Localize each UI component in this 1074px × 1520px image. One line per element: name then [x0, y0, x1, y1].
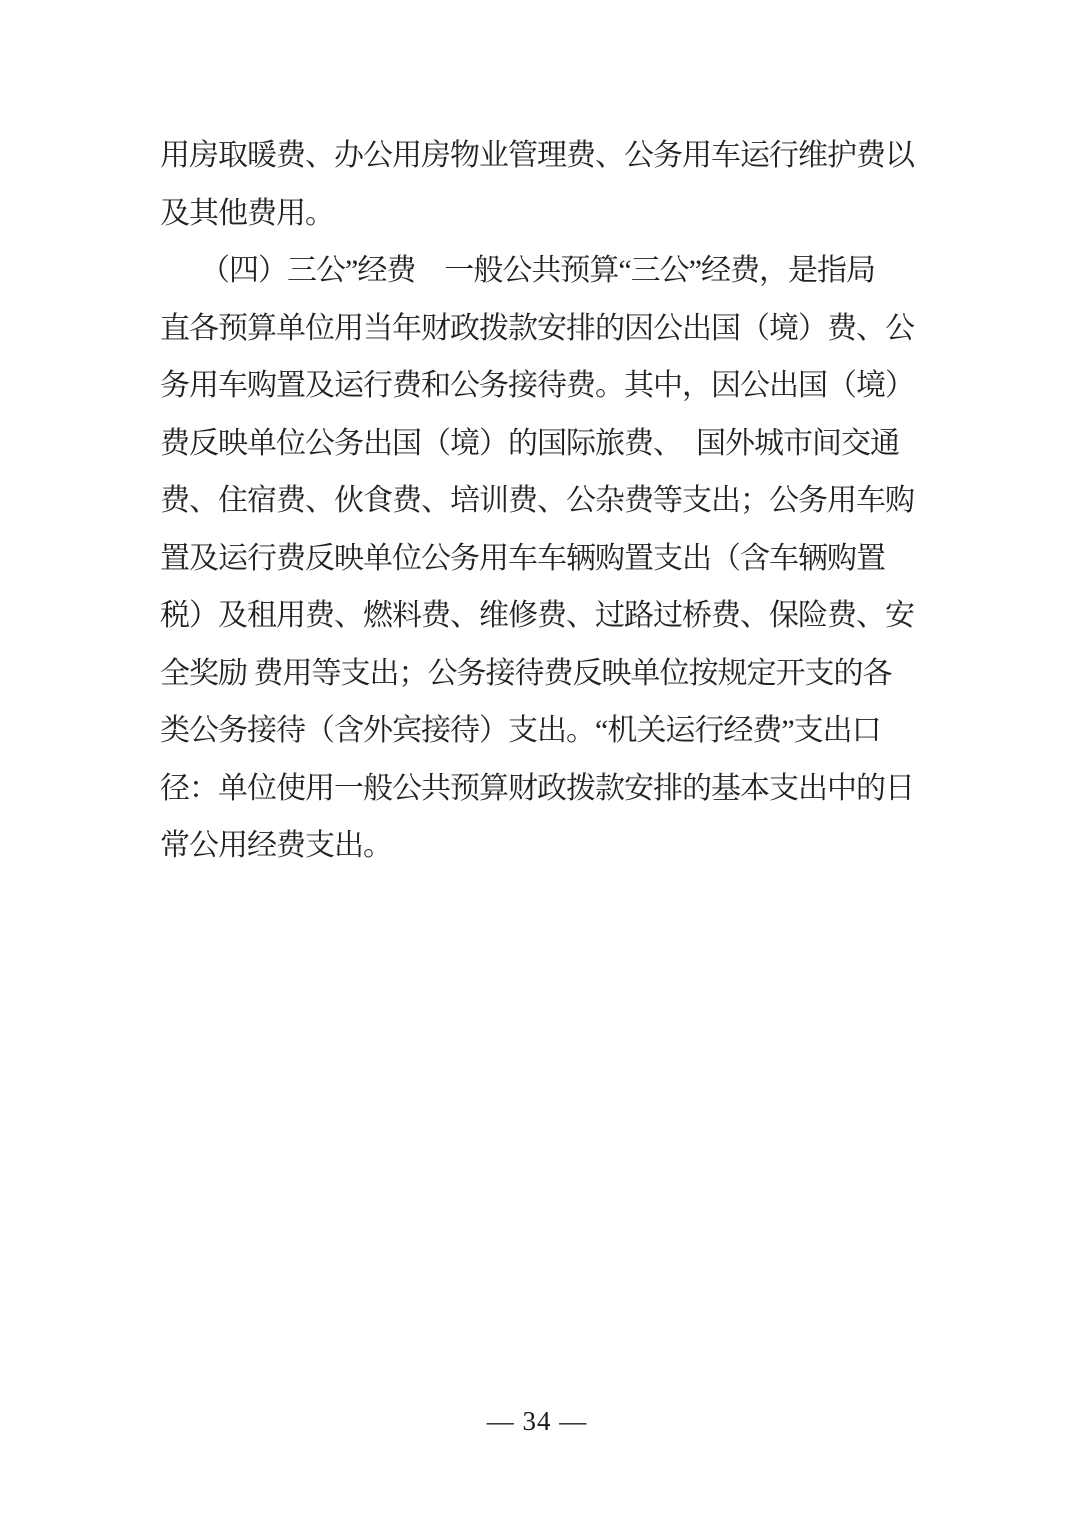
- text-line: （四）三公”经费 一般公共预算“三公”经费，是指局: [200, 254, 875, 287]
- text-line: 置及运行费反映单位公务用车车辆购置支出（含车辆购置: [160, 541, 885, 575]
- text-line: 直各预算单位用当年财政拨款安排的因公出国（境）费、公: [160, 311, 914, 345]
- text-line: 税）及租用费、燃料费、维修费、过路过桥费、保险费、安: [160, 599, 914, 632]
- text-line: 用房取暖费、办公用房物业管理费、公务用车运行维护费以: [160, 139, 914, 172]
- text-line: 务用车购置及运行费和公务接待费。其中，因公出国（境）: [160, 369, 914, 402]
- text-line: 径：单位使用一般公共预算财政拨款安排的基本支出中的日: [160, 771, 914, 805]
- document-body: [160, 127, 916, 875]
- text-line: 常公用经费支出。: [160, 829, 392, 862]
- text-line: 全奖励 费用等支出；公务接待费反映单位按规定开支的各: [160, 656, 892, 690]
- page-footer: [0, 1406, 1074, 1437]
- text-line: 及其他费用。: [160, 196, 334, 230]
- page-number: — 34 —: [486, 1406, 588, 1436]
- text-line: 费反映单位公务出国（境）的国际旅费、 国外城市间交通: [160, 426, 899, 460]
- text-line: 类公务接待（含外宾接待）支出。“机关运行经费”支出口: [160, 714, 881, 747]
- text-line: 费、住宿费、伙食费、培训费、公杂费等支出；公务用车购: [160, 484, 914, 517]
